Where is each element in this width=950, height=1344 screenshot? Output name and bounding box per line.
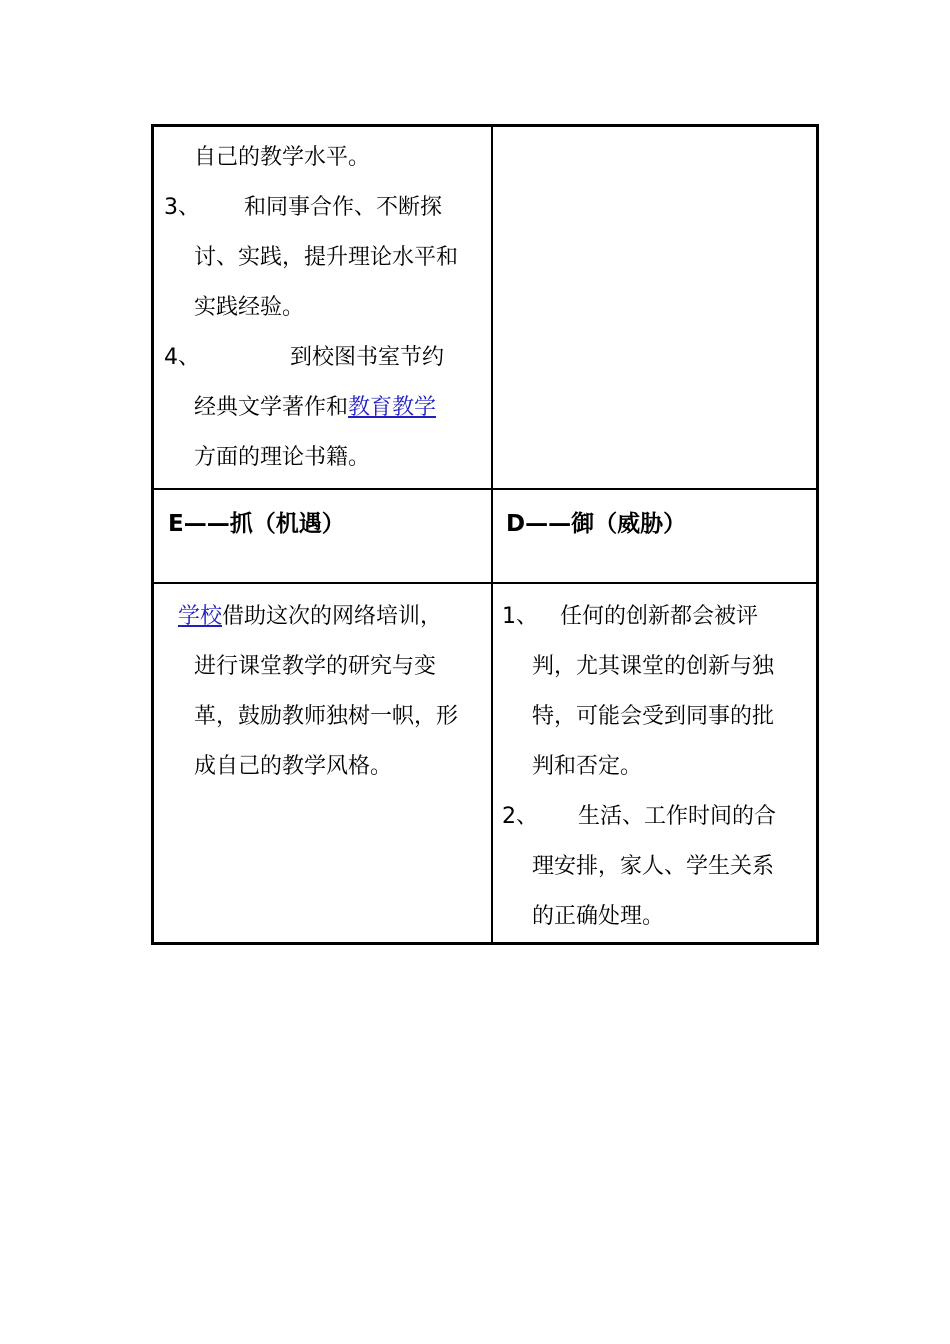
- item-number: 2、: [502, 804, 538, 829]
- threat1-line2: 判，尤其课堂的创新与独: [532, 654, 775, 679]
- threat-item-2: [502, 792, 812, 942]
- threat-item-1: [502, 592, 812, 792]
- item4-line3: 方面的理论书籍。: [194, 445, 371, 470]
- bottom-left-cell: [178, 592, 488, 792]
- top-left-cell: [164, 133, 482, 483]
- opportunity-line4: 成自己的教学风格。: [194, 754, 393, 779]
- row-divider-2: [154, 582, 816, 584]
- item3-line2: 讨、实践，提升理论水平和: [194, 245, 459, 270]
- school-link[interactable]: 学校: [178, 604, 223, 629]
- item4-line2-text: 经典文学著作和: [194, 395, 349, 420]
- opportunity-header: E——抓（机遇）: [168, 511, 345, 537]
- continuation-line: 自己的教学水平。: [194, 145, 371, 170]
- threat2-line1: 生活、工作时间的合: [578, 804, 777, 829]
- education-link[interactable]: 教育教学: [348, 395, 437, 420]
- opportunity-line2: 进行课堂教学的研究与变: [194, 654, 437, 679]
- opportunity-line1-text: 借助这次的网络培训，: [222, 604, 443, 629]
- threat1-line1: 任何的创新都会被评: [560, 604, 759, 629]
- threat1-line4: 判和否定。: [532, 754, 643, 779]
- item3-line3: 实践经验。: [194, 295, 305, 320]
- threat2-line3: 的正确处理。: [532, 904, 665, 929]
- threat2-line2: 理安排，家人、学生关系: [532, 854, 775, 879]
- list-item-4: [164, 333, 482, 483]
- row-divider-1: [154, 488, 816, 490]
- column-divider: [491, 127, 493, 942]
- threat1-line3: 特，可能会受到同事的批: [532, 704, 775, 729]
- item3-line1: 和同事合作、不断探: [244, 195, 443, 220]
- item4-line1: 到校图书室节约: [290, 345, 445, 370]
- item-number: 4、: [164, 345, 200, 370]
- opportunity-line3: 革，鼓励教师独树一帜，形: [194, 704, 459, 729]
- bottom-right-cell: [502, 592, 812, 942]
- item-number: 1、: [502, 604, 538, 629]
- opportunity-line1: [178, 592, 488, 642]
- swot-table: [151, 124, 819, 945]
- item4-line2: [194, 383, 482, 433]
- item-number: 3、: [164, 195, 200, 220]
- threat-header: D——御（威胁）: [506, 511, 687, 537]
- list-item-3: [164, 183, 482, 333]
